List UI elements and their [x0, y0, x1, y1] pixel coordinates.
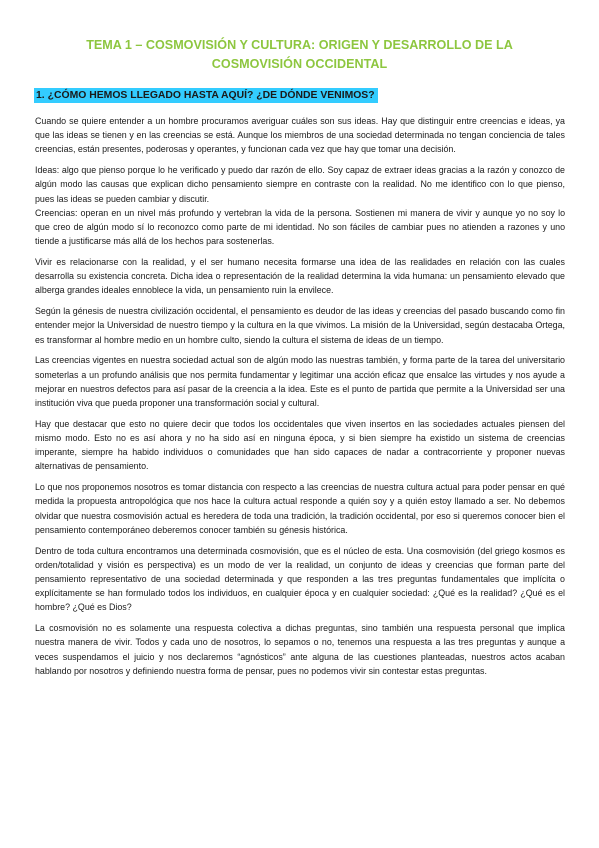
paragraph: La cosmovisión no es solamente una respuesta colectiva a dichas preguntas, sino también una respuesta personal que implica nuestra manera de vivir. Todos y cada uno de nosotros, lo sepamos o no, tenemos una respuesta a las tres preguntas y aunque a veces suspendamos el juicio y nos declaremos “agnósticos” ante alguna de las cuestiones planteadas, nuestros actos acaban hablando por nosotros y definiendo nuestra forma de pensar, pues no podemos vivir sin contestar estas preguntas.: [35, 623, 565, 676]
paragraph: Lo que nos proponemos nosotros es tomar distancia con respecto a las creencias de nuestra cultura actual para poder pensar en qué medida la propuesta antropológica que nos hace la cultura actual responde a quién soy y a quién estoy llamado a ser. No debemos olvidar que nuestra cosmovisión actual es heredera de toda una tradición, la tradición occidental, por eso si queremos conocer bien el pensamiento contemporáneo deberemos conocer también su génesis histórica.: [35, 482, 565, 535]
paragraph: Cuando se quiere entender a un hombre procuramos averiguar cuáles son sus ideas. Hay que distinguir entre creencias e ideas, ya que las ideas se tienen y en las creencias se está. Aunque los miembros de una sociedad determinada no tengan conciencia de tales creencias, están presentes, poderosas y operantes, y funcionan cada vez que hay que tomar una decisión.: [35, 116, 565, 155]
section-heading-text: ¿CÓMO HEMOS LLEGADO HASTA AQUÍ? ¿DE DÓNDE VENIMOS?: [47, 90, 375, 101]
section-number: 1.: [36, 90, 45, 101]
section-heading: [34, 88, 378, 103]
paragraph: Ideas: algo que pienso porque lo he verificado y puedo dar razón de ello. Soy capaz de extraer ideas gracias a la razón y conozco de algún modo las causas que explican dicho pensamiento siempre en contraste con la realidad. No me identifico con lo que pienso, pues las ideas se pueden cambiar y discutir.: [35, 165, 565, 204]
paragraph: Las creencias vigentes en nuestra sociedad actual son de algún modo las nuestras también, y forma parte de la tarea del universitario someterlas a un profundo análisis que nos permita fundamentar y legitimar una acción eficaz que ensalce las virtudes y nos ayude a mejorar en nuestros defectos para así pasar de la creencia a la idea. Este es el punto de partida que permite a la Universidad ser una institución viva que pueda proponer una transformación social y cultural.: [35, 355, 565, 409]
paragraph: Vivir es relacionarse con la realidad, y el ser humano necesita formarse una idea de las realidades en relación con las cuales desarrolla su existencia concreta. Dicha idea o representación de la realidad determina la vida humana: un pensamiento elevado que alberga grandes ideales ennoblece la vida, un pensamiento ruin la envilece.: [35, 257, 565, 296]
document-title: TEMA 1 – COSMOVISIÓN Y CULTURA: ORIGEN Y DESARROLLO DE LA COSMOVISIÓN OCCIDENTAL: [86, 38, 513, 71]
paragraph: Dentro de toda cultura encontramos una determinada cosmovisión, que es el núcleo de esta. Una cosmovisión (del griego kosmos es orden/totalidad y visión es perspectiva) es un modo de ver la realidad, un conjunto de ideas y creencias que forman parte del pensamiento representativo de una sociedad determinada y que responden a las tres preguntas fundamentales que implícita o explícitamente se han formulado todos los individuos, en cualquier época y en cualquier sociedad: ¿Qué es la realidad? ¿Qué es el hombre? ¿Qué es Dios?: [35, 545, 565, 613]
paragraph: Creencias: operan en un nivel más profundo y vertebran la vida de la persona. Sostienen mi manera de vivir y aunque yo no soy lo que creo de algún modo sí lo reconozco como parte de mi identidad. No son fáciles de cambiar pues no atienden a razones y uno tiende a justificarse más allá de los hechos para sostenerlas.: [35, 207, 565, 247]
paragraph: Según la génesis de nuestra civilización occidental, el pensamiento es deudor de las ideas y creencias del pasado buscando como fin entender mejor la Universidad de nuestro tiempo y la cultura en la que vivimos. La misión de la Universidad, según destacaba Ortega, es transformar al hombre medio en un hombre culto, siendo la cultura el sistema de ideas de un tiempo.: [35, 306, 565, 345]
document-body: [35, 114, 565, 685]
paragraph: Hay que destacar que esto no quiere decir que todos los occidentales que viven insertos en las sociedades actuales piensen del mismo modo. Esto no es así ahora y no ha sido así en ninguna época, y si bien siempre ha existido un sistema de creencias imperante, siempre ha habido individuos o comunidades que han sido capaces de nadar a contracorriente y proponer nuevas alternativas de pensamiento.: [35, 418, 565, 472]
